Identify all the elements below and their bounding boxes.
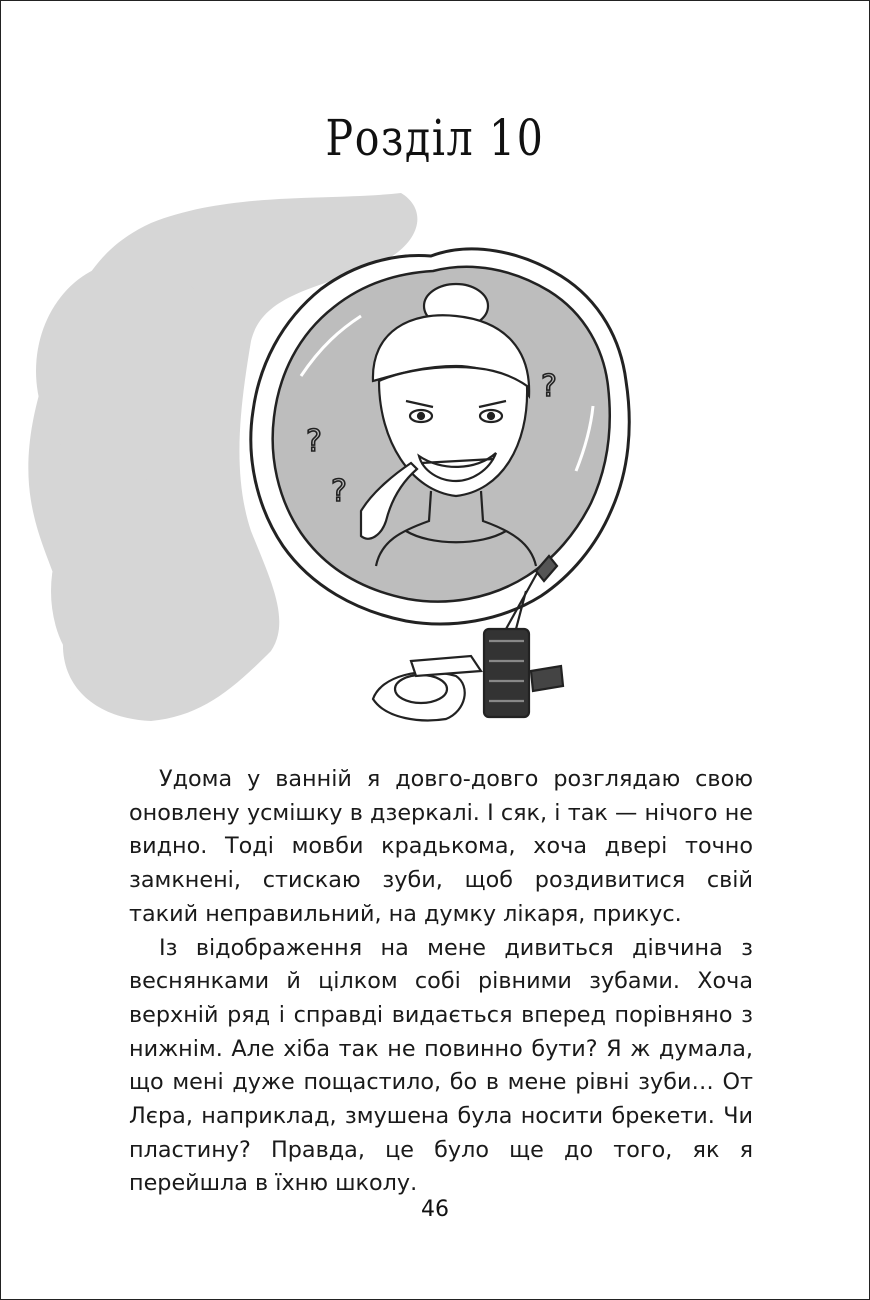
paragraph: Із відображення на мене дивиться дівчина з веснянками й цілком собі рівними зубами. Хоча верхній ряд і справді видається вперед порівняно з нижнім. Але хіба так не повинно бути? Я ж думала, що мені дуже пощастило, бо в мене рівні зуби… От Лєра, наприклад, змушена була носити брекети. Чи пластину? Правда, це було ще до того, як я перейшла в їхню школу.: [129, 934, 753, 1197]
chapter-title: Розділ 10: [325, 109, 545, 167]
svg-text:?: ?: [306, 424, 322, 459]
svg-text:?: ?: [541, 369, 557, 404]
page-number: 46: [421, 1197, 449, 1222]
soap-dish: [373, 672, 465, 720]
girl-in-mirror-illustration: [1, 171, 870, 751]
paragraph: Удома у ванній я довго-довго розглядаю свою оновлену усмішку в дзеркалі. І сяк, і так — нічого не видно. Тоді мовби крадькома, хоча двері точно замкнені, стискаю зуби, щоб роздивитися свій такий неправильний, на думку лікаря, прикус.: [129, 766, 753, 927]
body-text: [129, 763, 753, 1201]
svg-text:?: ?: [331, 474, 347, 509]
